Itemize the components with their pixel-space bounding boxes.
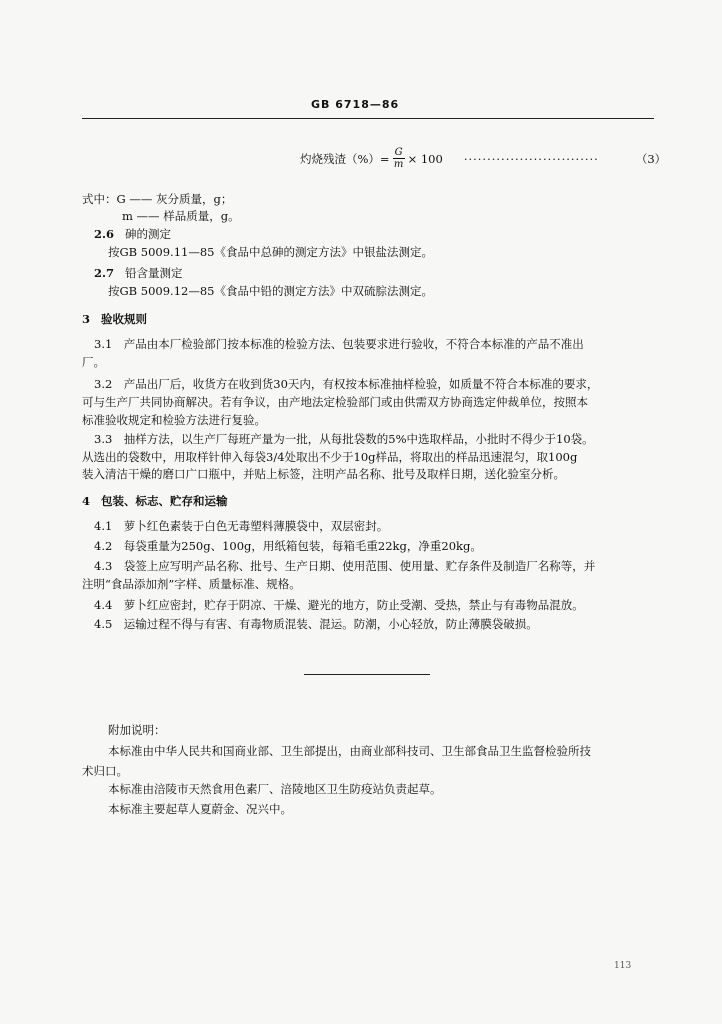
para-4-3-line-2: 注明“食品添加剂”字样、质量标准、规格。 [82, 577, 301, 591]
where-line-2: m —— 样品质量，g。 [122, 209, 240, 223]
notes-line-1b: 术归口。 [82, 764, 128, 778]
para-3-3-line-1: 3.3 抽样方法，以生产厂每班产量为一批，从每批袋数的5%中选取样品，小批时不得少于10袋。 [94, 432, 594, 446]
para-4-4: 4.4 萝卜红应密封，贮存于阴凉、干燥、避光的地方，防止受潮、受热，禁止与有毒物品混放。 [94, 598, 584, 612]
notes-line-2: 本标准由涪陵市天然食用色素厂、涪陵地区卫生防疫站负责起草。 [108, 782, 442, 796]
para-4-3-line-1: 4.3 袋签上应写明产品名称、批号、生产日期、使用范围、使用量、贮存条件及制造厂名称等，并 [94, 559, 596, 573]
section-3-heading [82, 311, 147, 327]
para-4-1: 4.1 萝卜红色素装于白色无毒塑料薄膜袋中，双层密封。 [94, 519, 389, 533]
formula-dots: ····························· [463, 151, 599, 166]
section-title: 包装、标志、贮存和运输 [100, 494, 228, 508]
para-4-5: 4.5 运输过程不得与有害、有毒物质混装、混运。防潮，小心轻放，防止薄膜袋破损。 [94, 617, 538, 631]
page-number: 113 [614, 961, 632, 971]
para-3-2-line-1: 3.2 产品出厂后，收货方在收到货30天内，有权按本标准抽样检验，如质量不符合本标准的要求， [94, 377, 599, 391]
header-rule [82, 118, 654, 119]
para-3-3-line-3: 装入清洁干燥的磨口广口瓶中，并贴上标签，注明产品名称、批号及取样日期，送化验室分析。 [82, 467, 565, 481]
section-title: 砷的测定 [124, 227, 171, 241]
notes-title: 附加说明： [108, 723, 166, 737]
formula-denominator: m [393, 159, 404, 170]
section-number: 3 [82, 312, 91, 326]
para-3-2-line-3: 标准验收规定和检验方法进行复验。 [82, 413, 266, 427]
notes-line-3: 本标准主要起草人夏蔚金、况兴中。 [108, 802, 292, 816]
para-4-2: 4.2 每袋重量为250g、100g，用纸箱包装，每箱毛重22kg，净重20kg。 [94, 539, 482, 553]
formula-lhs: 灼烧残渣（%）= [300, 151, 390, 166]
section-4-heading [82, 493, 227, 509]
para-3-1-line-2: 厂。 [82, 355, 105, 369]
section-number: 2.6 [94, 227, 115, 241]
formula-numerator: G [394, 147, 403, 158]
para-3-3-line-2: 从选出的袋数中，用取样针伸入每袋3/4处取出不少于10g样品，将取出的样品迅速混匀，取100g [82, 450, 578, 464]
para-3-1-line-1: 3.1 产品由本厂检验部门按本标准的检验方法、包装要求进行验收，不符合本标准的产品不准出 [94, 337, 584, 351]
formula-3 [300, 147, 666, 170]
section-number: 4 [82, 494, 91, 508]
formula-fraction [393, 147, 405, 170]
formula-rhs: × 100 [407, 151, 443, 166]
section-number: 2.7 [94, 266, 115, 280]
section-2-7-text: 按GB 5009.12—85《食品中铅的测定方法》中双硫腙法测定。 [108, 284, 433, 298]
end-rule [304, 674, 430, 675]
section-title: 验收规则 [100, 312, 147, 326]
notes-line-1a: 本标准由中华人民共和国商业部、卫生部提出，由商业部科技司、卫生部食品卫生监督检验所技 [108, 744, 591, 758]
section-2-6-text: 按GB 5009.11—85《食品中总砷的测定方法》中银盐法测定。 [108, 245, 433, 259]
formula-equation-number: （3） [635, 151, 667, 166]
standard-code-header: GB 6718—86 [311, 98, 400, 111]
where-line-1: 式中：G —— 灰分质量，g； [82, 192, 233, 206]
section-2-6-heading [94, 226, 171, 242]
para-3-2-line-2: 可与生产厂共同协商解决。若有争议，由产地法定检验部门或由供需双方协商选定仲裁单位，按照本 [82, 395, 588, 409]
section-2-7-heading [94, 265, 182, 281]
section-title: 铅含量测定 [124, 266, 183, 280]
